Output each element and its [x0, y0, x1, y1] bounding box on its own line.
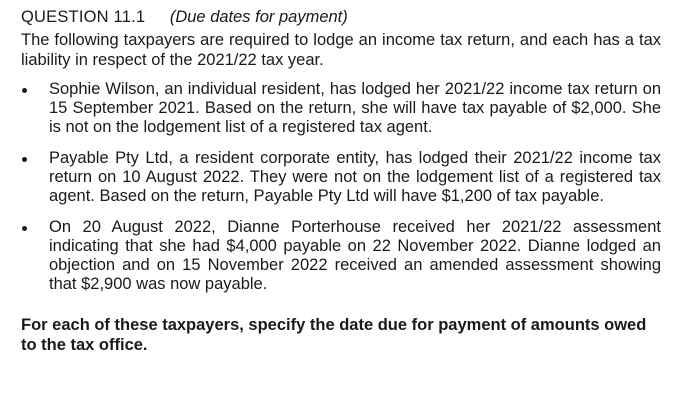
list-item-text: Payable Pty Ltd, a resident corporate entity, has lodged their 2021/22 income tax return on 10 August 2022. They were not on the lodgement list of a registered tax agent. Based on the return, Payable Pty Ltd will have $1,200 of tax payable. — [49, 149, 661, 205]
question-page — [21, 6, 661, 355]
bullet-icon — [22, 157, 27, 162]
closing-instruction: For each of these taxpayers, specify the date due for payment of amounts owed to the tax office. — [21, 316, 647, 354]
intro-paragraph: The following taxpayers are required to lodge an income tax return, and each has a tax liability in respect of the 2021/22 tax year. — [21, 31, 661, 69]
question-header — [21, 6, 661, 28]
list-item — [21, 149, 661, 206]
list-item-text: Sophie Wilson, an individual resident, has lodged her 2021/22 income tax return on 15 September 2021. Based on the return, she will have tax payable of $2,000. She is not on the lodgement list of a registered tax agent. — [49, 80, 661, 136]
list-item — [21, 80, 661, 137]
question-subtitle: (Due dates for payment) — [169, 8, 348, 26]
bullet-icon — [22, 226, 27, 231]
bullet-icon — [22, 88, 27, 93]
list-item — [21, 218, 661, 294]
question-number: QUESTION 11.1 — [21, 8, 146, 26]
taxpayer-list — [21, 80, 661, 294]
list-item-text: On 20 August 2022, Dianne Porterhouse received her 2021/22 assessment indicating that she had $4,000 payable on 22 November 2022. Dianne lodged an objection and on 15 November 2022 received an amended assessment showing that $2,900 was now payable. — [49, 218, 661, 293]
